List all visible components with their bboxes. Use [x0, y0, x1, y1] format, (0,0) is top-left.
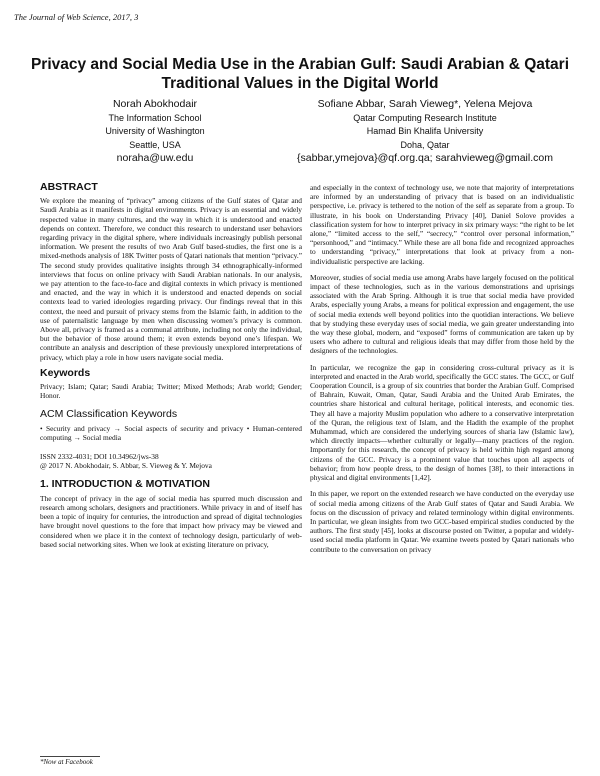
copyright-line: @ 2017 N. Abokhodair, S. Abbar, S. Vieweg & Y. Mejova — [40, 461, 212, 471]
author-names: Sofiane Abbar, Sarah Vieweg*, Yelena Mejova — [317, 98, 533, 110]
affiliation-line: The Information School — [108, 112, 202, 123]
issn-line: ISSN 2332-4031; DOI 10.34962/jws-38 — [40, 452, 159, 462]
body-paragraph: In particular, we recognize the gap in considering cross-cultural privacy as it is interpreted and enacted in the Arab world, specifically the GCC states. The GCC, or Gulf Cooperation Council, is a group of six countries that border the Arabian Gulf. Comprised of Bahrain, Kuwait, Oman, Qatar, Saudi Arabia and the United Arab Emirates, the countries share historical and cultural heritage, political interests, and economic ties. They all have a majority Muslim population who adhere to a conservative interpretation of the Quran, the religious text of Islam, and the Hadith the example of the prophet Muhammad, which are considered the underlying sources of sharia law (Islamic law), which directly impacts—whether culturally or legally—many practices of the region. Importantly for this research, the concept of privacy is held within high regard among citizens of the GCC. Privacy is a prominent value that touches upon all aspects of behavior; from how people dress, to the design of homes [38], to their interactions in physical and digital environments [1,42]. — [310, 362, 575, 483]
author-email: noraha@uw.edu — [116, 152, 194, 164]
body-paragraph: In this paper, we report on the extended research we have conducted on the everyday use of social media among citizens of the Arab Gulf states of Qatar and Saudi Arabia. We focus on the discussion of privacy and related terminology within digital environments. In particular, we glean insights from two GCC-based empirical studies conducted by the authors. The first study [45], looks at discourse posted on Twitter, a popular and widely-used social media platform in Qatar. We examine tweets posted by Qatari nationals who contribute to the conversation on privacy — [310, 489, 574, 554]
author-block-right — [250, 98, 600, 166]
affiliation-line: Seattle, USA — [129, 139, 181, 150]
keywords-text: Privacy; Islam; Qatar; Saudi Arabia; Twitter; Mixed Methods; Arab world; Gender; Honor. — [40, 382, 302, 401]
acm-text: • Security and privacy → Social aspects of security and privacy • Human-centered computing → Social media — [40, 423, 302, 442]
body-paragraph: and especially in the context of technology use, we note that majority of interpretations are informed by an understanding of privacy that is based on an individualistic perspective, i.e. privacy is tethered to the notion of the self as separate from a group. To illustrate, in his book on Understanding Privacy [40], Daniel Solove provides a classification system for how to interpret privacy in six primary ways: “the right to be let alone,” “limited access to the self,” “secrecy,” “control over personal information,” “personhood,” and “intimacy.” While these are all bona fide and recognized approaches to understanding “privacy,” interpretations that look at privacy from a non-individualistic perspective are lacking. — [310, 183, 574, 266]
affiliation-line: Hamad Bin Khalifa University — [366, 126, 484, 136]
footnote: *Now at Facebook — [40, 758, 93, 766]
paper-title: Privacy and Social Media Use in the Arabian Gulf: Saudi Arabian & Qatari Traditional Values in the Digital World — [30, 56, 570, 92]
affiliation-line: Qatar Computing Research Institute — [353, 112, 497, 123]
abstract-text: We explore the meaning of “privacy” among citizens of the Gulf states of Qatar and Saudi Arabia as it manifests in digital environments. Privacy is an essential and widely respected value in many cultures, and the way in which it is understood and enacted depends on context. Therefore, we conduct this research to understand user behaviors regarding privacy in the digital sphere, where individuals increasingly publish personal information. We present the results of two Arab Gulf based-studies, the first one is a mixed-methods analysis of 18K Twitter posts of Qatari nationals that mention “privacy.” The second study provides qualitative insights through 34 ethnographically-informed interviews that focus on online privacy with Saudi Arabian nationals. In our analysis, we pay attention to the face-to-face and digital contexts in which privacy is mentioned and enacted, and the way in which it is understood and enacted depends on social contexts lead to varied ideologies regarding privacy. Our findings reveal that in this context, the need and pursuit of privacy stems from the Islamic faith, in addition to the use of paternalistic language by men when discussing women’s privacy is common. Above all, privacy is framed as a communal attribute, including not only the individual, but the behavior of those around them; it even extends beyond one’s lifespan. We contribute an analysis and description of these previously unexplored interpretations of privacy, which play a role in how users navigate social media. — [40, 196, 302, 362]
right-column — [310, 183, 574, 561]
left-column — [40, 183, 302, 556]
acm-heading: ACM Classification Keywords — [40, 408, 178, 421]
keywords-heading: Keywords — [40, 366, 91, 379]
intro-heading: 1. INTRODUCTION & MOTIVATION — [40, 478, 210, 491]
author-email: {sabbar,ymejova}@qf.org.qa; sarahvieweg@gmail.com — [297, 152, 553, 164]
author-block-left — [60, 98, 250, 166]
body-paragraph: Moreover, studies of social media use among Arabs have largely focused on the political impact of these technologies, such as in the various demonstrations and uprisings associated with the Arab Spring. Although it is true that social media have provided Arabs, especially young Arabs, a means for political expression and engagement, the use of social media extends well beyond politics into the quotidian interactions. We believe that by studying these everyday uses of social media, we gain greater understanding into the way these global, modern, and “exposed” forms of communication are taken up by users who adhere to cultural and religious ideals that may differ from those held by the designers of the technologies. — [310, 272, 574, 356]
footnote-rule — [40, 756, 100, 757]
author-name: Norah Abokhodair — [112, 98, 198, 110]
affiliation-line: Doha, Qatar — [400, 139, 450, 150]
running-head: The Journal of Web Science, 2017, 3 — [14, 12, 139, 22]
intro-text: The concept of privacy in the age of social media has spurred much discussion and research among scholars, designers and practitioners. While privacy in and of itself has been a topic of inquiry for centuries, the introduction and spread of digital technologies have brought novel questions to the fore that impact how privacy may be viewed and considered when we place it in the context of technology design, particularly of web-based social networking sites. When we look at existing literature on privacy, — [40, 493, 302, 549]
abstract-heading: ABSTRACT — [40, 181, 98, 193]
affiliation-line: University of Washington — [105, 126, 205, 136]
